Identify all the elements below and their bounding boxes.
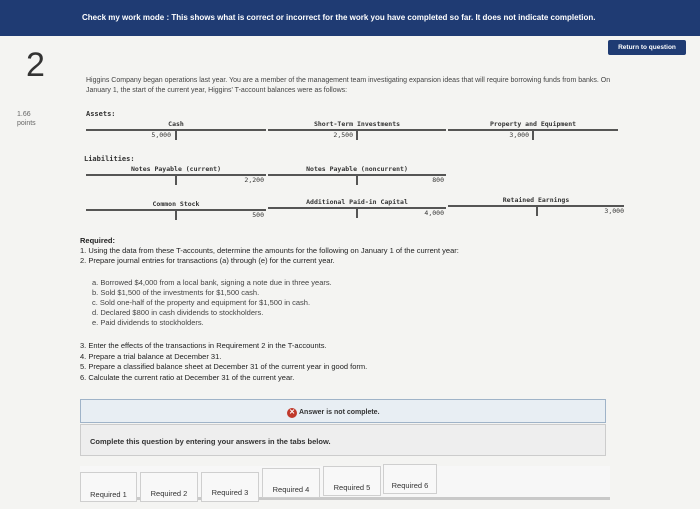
t-account-additional-paid-in-capital (268, 198, 446, 222)
t-stem (356, 209, 358, 218)
tab-required-4[interactable]: Required 4 (262, 468, 320, 498)
transaction-item: e. Paid dividends to stockholders. (92, 318, 204, 327)
required-item-3: 3. Enter the effects of the transactions in Requirement 2 in the T-accounts. (80, 341, 327, 350)
t-account-debit: 3,000 (509, 131, 529, 139)
required-item-2: 2. Prepare journal entries for transactions (a) through (e) for the current year. (80, 256, 335, 265)
t-account-credit: 800 (432, 176, 444, 184)
mode-banner (0, 0, 700, 36)
tab-required-3[interactable]: Required 3 (201, 472, 259, 502)
t-stem (356, 176, 358, 185)
t-account-credit: 500 (252, 211, 264, 219)
transaction-item: b. Sold $1,500 of the investments for $1,500 cash. (92, 288, 260, 297)
t-stem (175, 176, 177, 185)
t-account-title: Notes Payable (current) (130, 165, 221, 173)
t-stem (356, 131, 358, 140)
points-value: 1.66 (17, 111, 31, 118)
t-stem (175, 131, 177, 140)
t-account-debit: 5,000 (151, 131, 171, 139)
t-account-notes-payable-noncurrent (268, 165, 446, 189)
required-heading: Required: (80, 236, 116, 245)
t-account-title: Additional Paid-in Capital (306, 198, 408, 206)
t-account-debit: 2,500 (333, 131, 353, 139)
t-account-credit: 3,000 (604, 207, 624, 215)
required-item-1: 1. Using the data from these T-accounts, determine the amounts for the following on January 1 of the current year: (80, 246, 459, 255)
transaction-item: a. Borrowed $4,000 from a local bank, signing a note due in three years. (92, 278, 332, 287)
x-circle-icon: ✕ (287, 408, 297, 418)
question-points (17, 110, 36, 128)
tab-required-1[interactable]: Required 1 (80, 472, 137, 502)
t-account-common-stock (86, 200, 266, 224)
t-account-retained-earnings (448, 196, 628, 220)
t-stem (175, 211, 177, 220)
transaction-list (92, 278, 332, 328)
t-account-title: Notes Payable (noncurrent) (306, 165, 408, 173)
tab-required-2[interactable]: Required 2 (140, 472, 198, 502)
transaction-item: c. Sold one-half of the property and equipment for $1,500 in cash. (92, 298, 311, 307)
t-account-title: Common Stock (152, 200, 200, 208)
t-account-title: Cash (168, 120, 184, 128)
tab-required-5[interactable]: Required 5 (323, 466, 381, 496)
t-account-credit: 4,000 (424, 209, 444, 217)
required-item-5: 5. Prepare a classified balance sheet at December 31 of the current year in good form. (80, 362, 368, 371)
t-account-notes-payable-current (86, 165, 266, 189)
t-stem (532, 131, 534, 140)
instructions-text: Complete this question by entering your answers in the tabs below. (90, 437, 331, 446)
t-account-credit: 2,200 (244, 176, 264, 184)
transaction-item: d. Declared $800 in cash dividends to stockholders. (92, 308, 264, 317)
required-section (80, 236, 640, 266)
intro-text: Higgins Company began operations last year. You are a member of the management team investigating expansion ideas that will require borrowing funds from banks. On January 1, the start of the current year, Higgins' T-account balances were as follows: (86, 77, 611, 94)
t-account-short-term-investments (268, 120, 446, 144)
answer-status-text: Answer is not complete. (299, 409, 380, 416)
t-account-cash (86, 120, 266, 144)
required-item-6: 6. Calculate the current ratio at December 31 of the current year. (80, 372, 295, 382)
return-to-question-button[interactable]: Return to question (608, 40, 686, 55)
question-number: 2 (26, 46, 45, 84)
required-item-4: 4. Prepare a trial balance at December 31. (80, 351, 222, 361)
tab-required-6[interactable]: Required 6 (383, 464, 437, 494)
t-stem (536, 207, 538, 216)
required-list-continued (80, 341, 367, 383)
assets-label: Assets: (86, 110, 116, 118)
mode-banner-text: Check my work mode : This shows what is correct or incorrect for the work you have completed so far. It does not indicate completion. (82, 13, 596, 22)
t-account-title: Retained Earnings (502, 196, 570, 204)
points-label: points (17, 120, 36, 127)
liabilities-label: Liabilities: (84, 155, 135, 163)
t-account-title: Short-Term Investments (313, 120, 401, 128)
t-account-property-equipment (448, 120, 618, 144)
t-account-title: Property and Equipment (489, 120, 577, 128)
